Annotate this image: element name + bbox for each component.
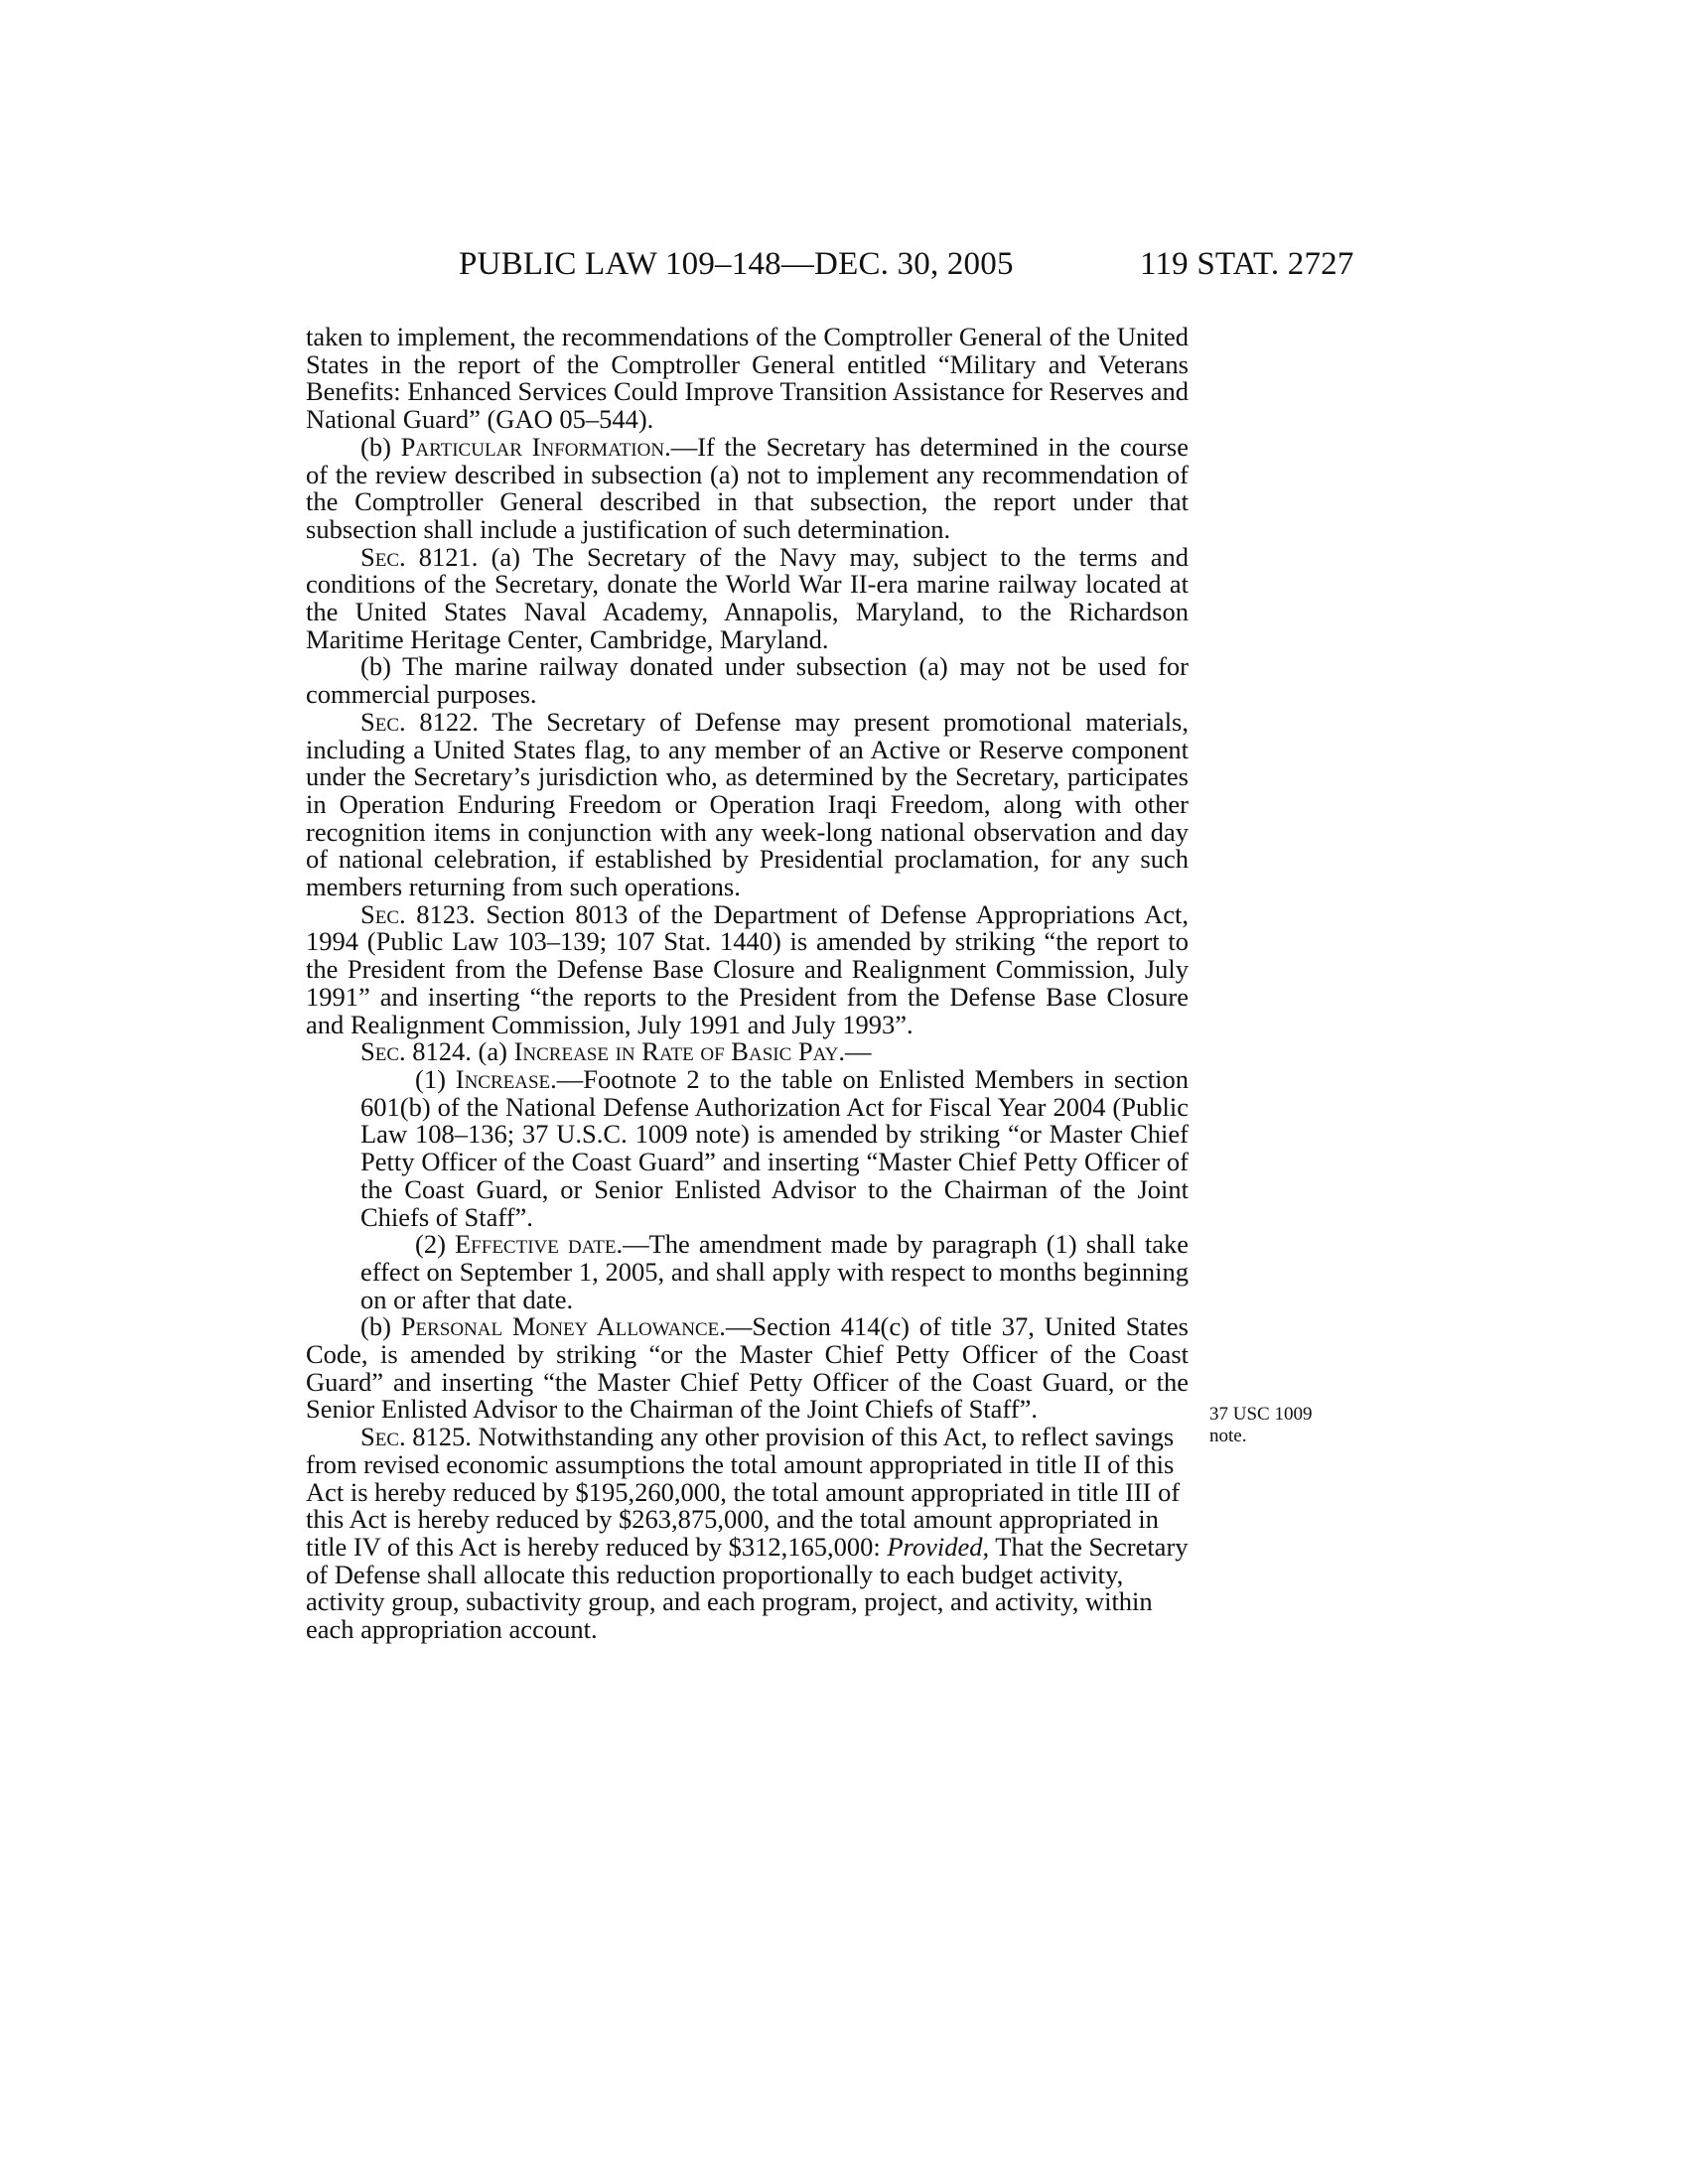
caption-increase-basic-pay: Increase in Rate of Basic Pay [513,1036,839,1067]
section-8121: Sec. 8121. (a) The Secretary of the Navy may, subject to the terms and conditions of the Secretary, donate the World War II-era marine railway located at the United States Naval Academy, Annapolis, Maryland, to the Richardson Maritime Heritage Center, Cambridge, Maryland. [306,541,1189,654]
proviso: Provided, [887,1531,990,1562]
paragraph-subsection-b: (b) Particular Information.—If the Secretary has determined in the course of the review described in subsection (a) not to implement any recommendation of the Comptroller General described in that subsection, the report under that subsection shall include a justification of such determination. [306,431,1189,544]
section-8124: Sec. 8124. (a) Increase in Rate of Basic Pay.— [360,1036,872,1067]
section-8122: Sec. 8122. The Secretary of Defense may present promotional materials, including a United States flag, to any member of an Active or Reserve component under the Secretary’s jurisdiction who, as determined by the Secretary, participates in Operation Enduring Freedom or Operation Iraqi Freedom, along with other recognition items in conjunction with any week-long national observation and day of national celebration, if established by Presidential proclamation, for any such members returning from such operations. [306,706,1189,902]
paragraph-continuation: taken to implement, the recommendations of the Comptroller General of the United States in the report of the Comptroller General entitled “Military and Veterans Benefits: Enhanced Services Could Improve Transition Assistance for Reserves and National Guard” (GAO 05–544). [306,322,1189,435]
section-8125: Sec. 8125. Notwithstanding any other provision of this Act, to reflect savings from revised economic assumptions the total amount appropriated in title II of this Act is hereby reduced by $195,260,000, the total amount appropriated in title III of this Act is hereby reduced by $263,875,000, and the total amount appropriated in title IV of this Act is hereby reduced by $312,165,000: Provided, That the Secretary of Defense shall allocate this reduction proportionally to each budget activity, activity group, subactivity group, and each program, project, and activity, within each appropriation account. [306,1422,1189,1645]
section-8124-b: (b) Personal Money Allowance.—Section 414(c) of title 37, United States Code, is amended by striking “or the Master Chief Petty Officer of the Coast Guard” and inserting “the Master Chief Petty Officer of the Coast Guard, or the Senior Enlisted Advisor to the Chairman of the Joint Chiefs of Staff”. [306,1311,1189,1425]
section-8124-paragraph-2: (2) Effective date.—The amendment made by paragraph (1) shall take effect on September 1, 2005, and shall apply with respect to months beginning on or after that date. [360,1229,1189,1314]
section-8124-paragraph-1: (1) Increase.—Footnote 2 to the table on Enlisted Members in section 601(b) of the National Defense Authorization Act for Fiscal Year 2004 (Public Law 108–136; 37 U.S.C. 1009 note) is amended by striking “or Master Chief Petty Officer of the Coast Guard” and inserting “Master Chief Petty Officer of the Coast Guard, or Senior Enlisted Advisor to the Chairman of the Joint Chiefs of Staff”. [360,1063,1189,1232]
caption-particular-information: Particular Information [400,431,665,462]
document-body [306,324,1189,1644]
public-law-title: PUBLIC LAW 109–148—DEC. 30, 2005 [459,246,1014,282]
caption-increase: Increase [455,1063,551,1094]
margin-note-usc-citation: 37 USC 1009 note. [1209,1404,1313,1446]
caption-effective-date: Effective date [455,1229,617,1260]
section-8121-b: (b) The marine railway donated under subsection (a) may not be used for commercial purposes. [306,651,1189,710]
section-8123: Sec. 8123. Section 8013 of the Department of Defense Appropriations Act, 1994 (Public Law 103–139; 107 Stat. 1440) is amended by striking “the report to the President from the Defense Base Closure and Realignment Commission, July 1991” and inserting “the reports to the President from the Defense Base Closure and Realignment Commission, July 1991 and July 1993”. [306,898,1189,1039]
statute-page-number: 119 STAT. 2727 [1140,246,1354,282]
caption-personal-money-allowance: Personal Money Allowance [400,1311,720,1342]
